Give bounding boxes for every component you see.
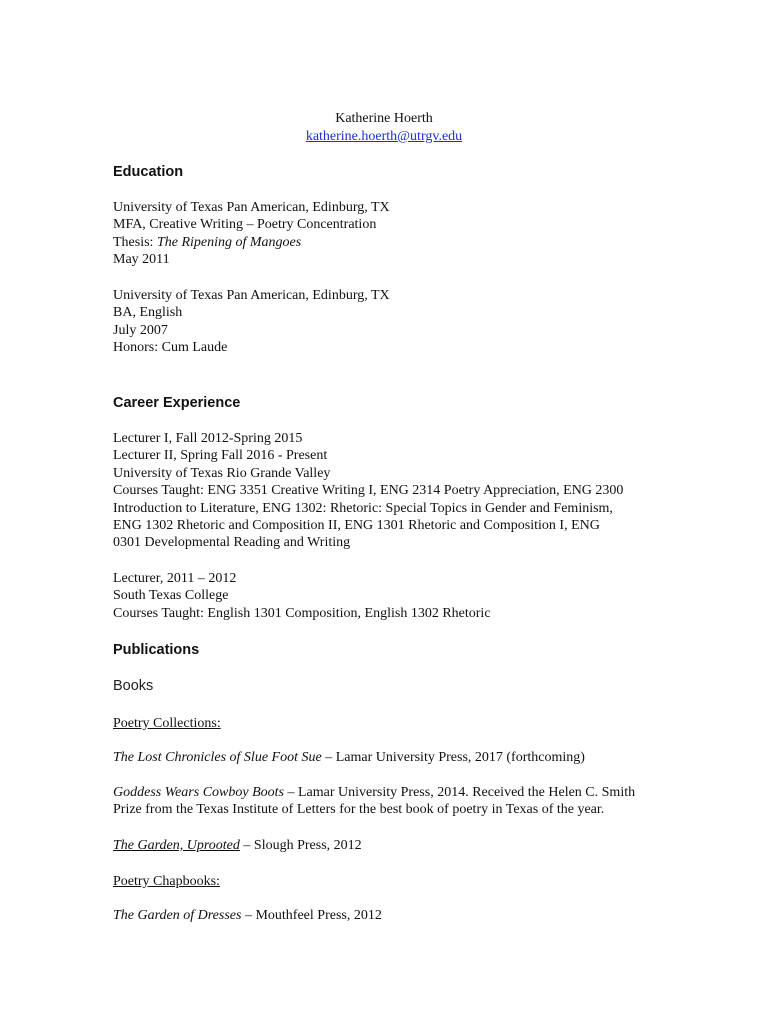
utrgv-courses-line: 0301 Developmental Reading and Writing <box>113 535 351 551</box>
poetry-collections-label-text: Poetry Collections: <box>113 716 221 731</box>
career-entry-stc <box>113 570 491 622</box>
thesis-prefix: Thesis: <box>113 234 157 250</box>
collection-details: – Slough Press, 2012 <box>239 838 362 853</box>
collection-item <box>113 837 362 854</box>
chapbook-title: The Garden of Dresses <box>113 908 242 923</box>
ba-date: July 2007 <box>113 322 168 338</box>
collection-title: The Garden, Uprooted <box>113 838 240 853</box>
utrgv-line1: Lecturer I, Fall 2012-Spring 2015 <box>113 431 303 446</box>
mfa-date: May 2011 <box>113 252 170 268</box>
ba-degree: BA, English <box>113 305 183 321</box>
ba-school: University of Texas Pan American, Edinburg, TX <box>113 288 390 303</box>
mfa-degree: MFA, Creative Writing – Poetry Concentration <box>113 217 377 233</box>
thesis-title: The Ripening of Mangoes <box>156 234 302 250</box>
publications-heading: Publications <box>113 642 200 658</box>
stc-line1: Lecturer, 2011 – 2012 <box>113 571 237 586</box>
collection-details-line2: Prize from the Texas Institute of Letters for the best book of poetry in Texas of the year. <box>113 802 605 818</box>
collection-title: The Lost Chronicles of Slue Foot Sue <box>113 750 322 765</box>
chapbook-item <box>113 907 382 924</box>
collection-title: Goddess Wears Cowboy Boots <box>113 785 284 800</box>
collection-details: – Lamar University Press, 2014. Received the Helen C. Smith <box>284 785 636 800</box>
ba-honors: Honors: Cum Laude <box>113 340 228 356</box>
career-heading: Career Experience <box>113 395 241 411</box>
email-line <box>0 128 768 145</box>
collection-details: – Lamar University Press, 2017 (forthcoming) <box>321 750 585 765</box>
stc-courses: Courses Taught: English 1301 Composition, English 1302 Rhetoric <box>113 605 491 621</box>
author-name: Katherine Hoerth <box>335 111 433 126</box>
books-subheading: Books <box>113 678 154 694</box>
poetry-chapbooks-label <box>113 873 220 890</box>
utrgv-line3: University of Texas Rio Grande Valley <box>113 465 331 481</box>
email-link[interactable]: katherine.hoerth@utrgv.edu <box>305 129 463 144</box>
collection-item <box>113 749 585 766</box>
education-entry-ba <box>113 287 390 357</box>
stc-line2: South Texas College <box>113 588 229 604</box>
poetry-chapbooks-label-text: Poetry Chapbooks: <box>113 874 220 889</box>
collection-item <box>113 784 635 819</box>
chapbook-details: – Mouthfeel Press, 2012 <box>241 908 382 923</box>
poetry-collections-label <box>113 715 221 732</box>
utrgv-courses-line: Courses Taught: ENG 3351 Creative Writing I, ENG 2314 Poetry Appreciation, ENG 2300 <box>113 483 624 499</box>
utrgv-line2: Lecturer II, Spring Fall 2016 - Present <box>113 448 328 464</box>
education-entry-mfa <box>113 199 390 269</box>
mfa-school: University of Texas Pan American, Edinburg, TX <box>113 200 390 215</box>
mfa-thesis <box>113 234 390 251</box>
education-heading: Education <box>113 164 184 180</box>
utrgv-courses-line: ENG 1302 Rhetoric and Composition II, ENG 1301 Rhetoric and Composition I, ENG <box>113 517 600 533</box>
utrgv-courses-line: Introduction to Literature, ENG 1302: Rhetoric: Special Topics in Gender and Feminism, <box>113 500 613 516</box>
career-entry-utrgv <box>113 430 623 552</box>
